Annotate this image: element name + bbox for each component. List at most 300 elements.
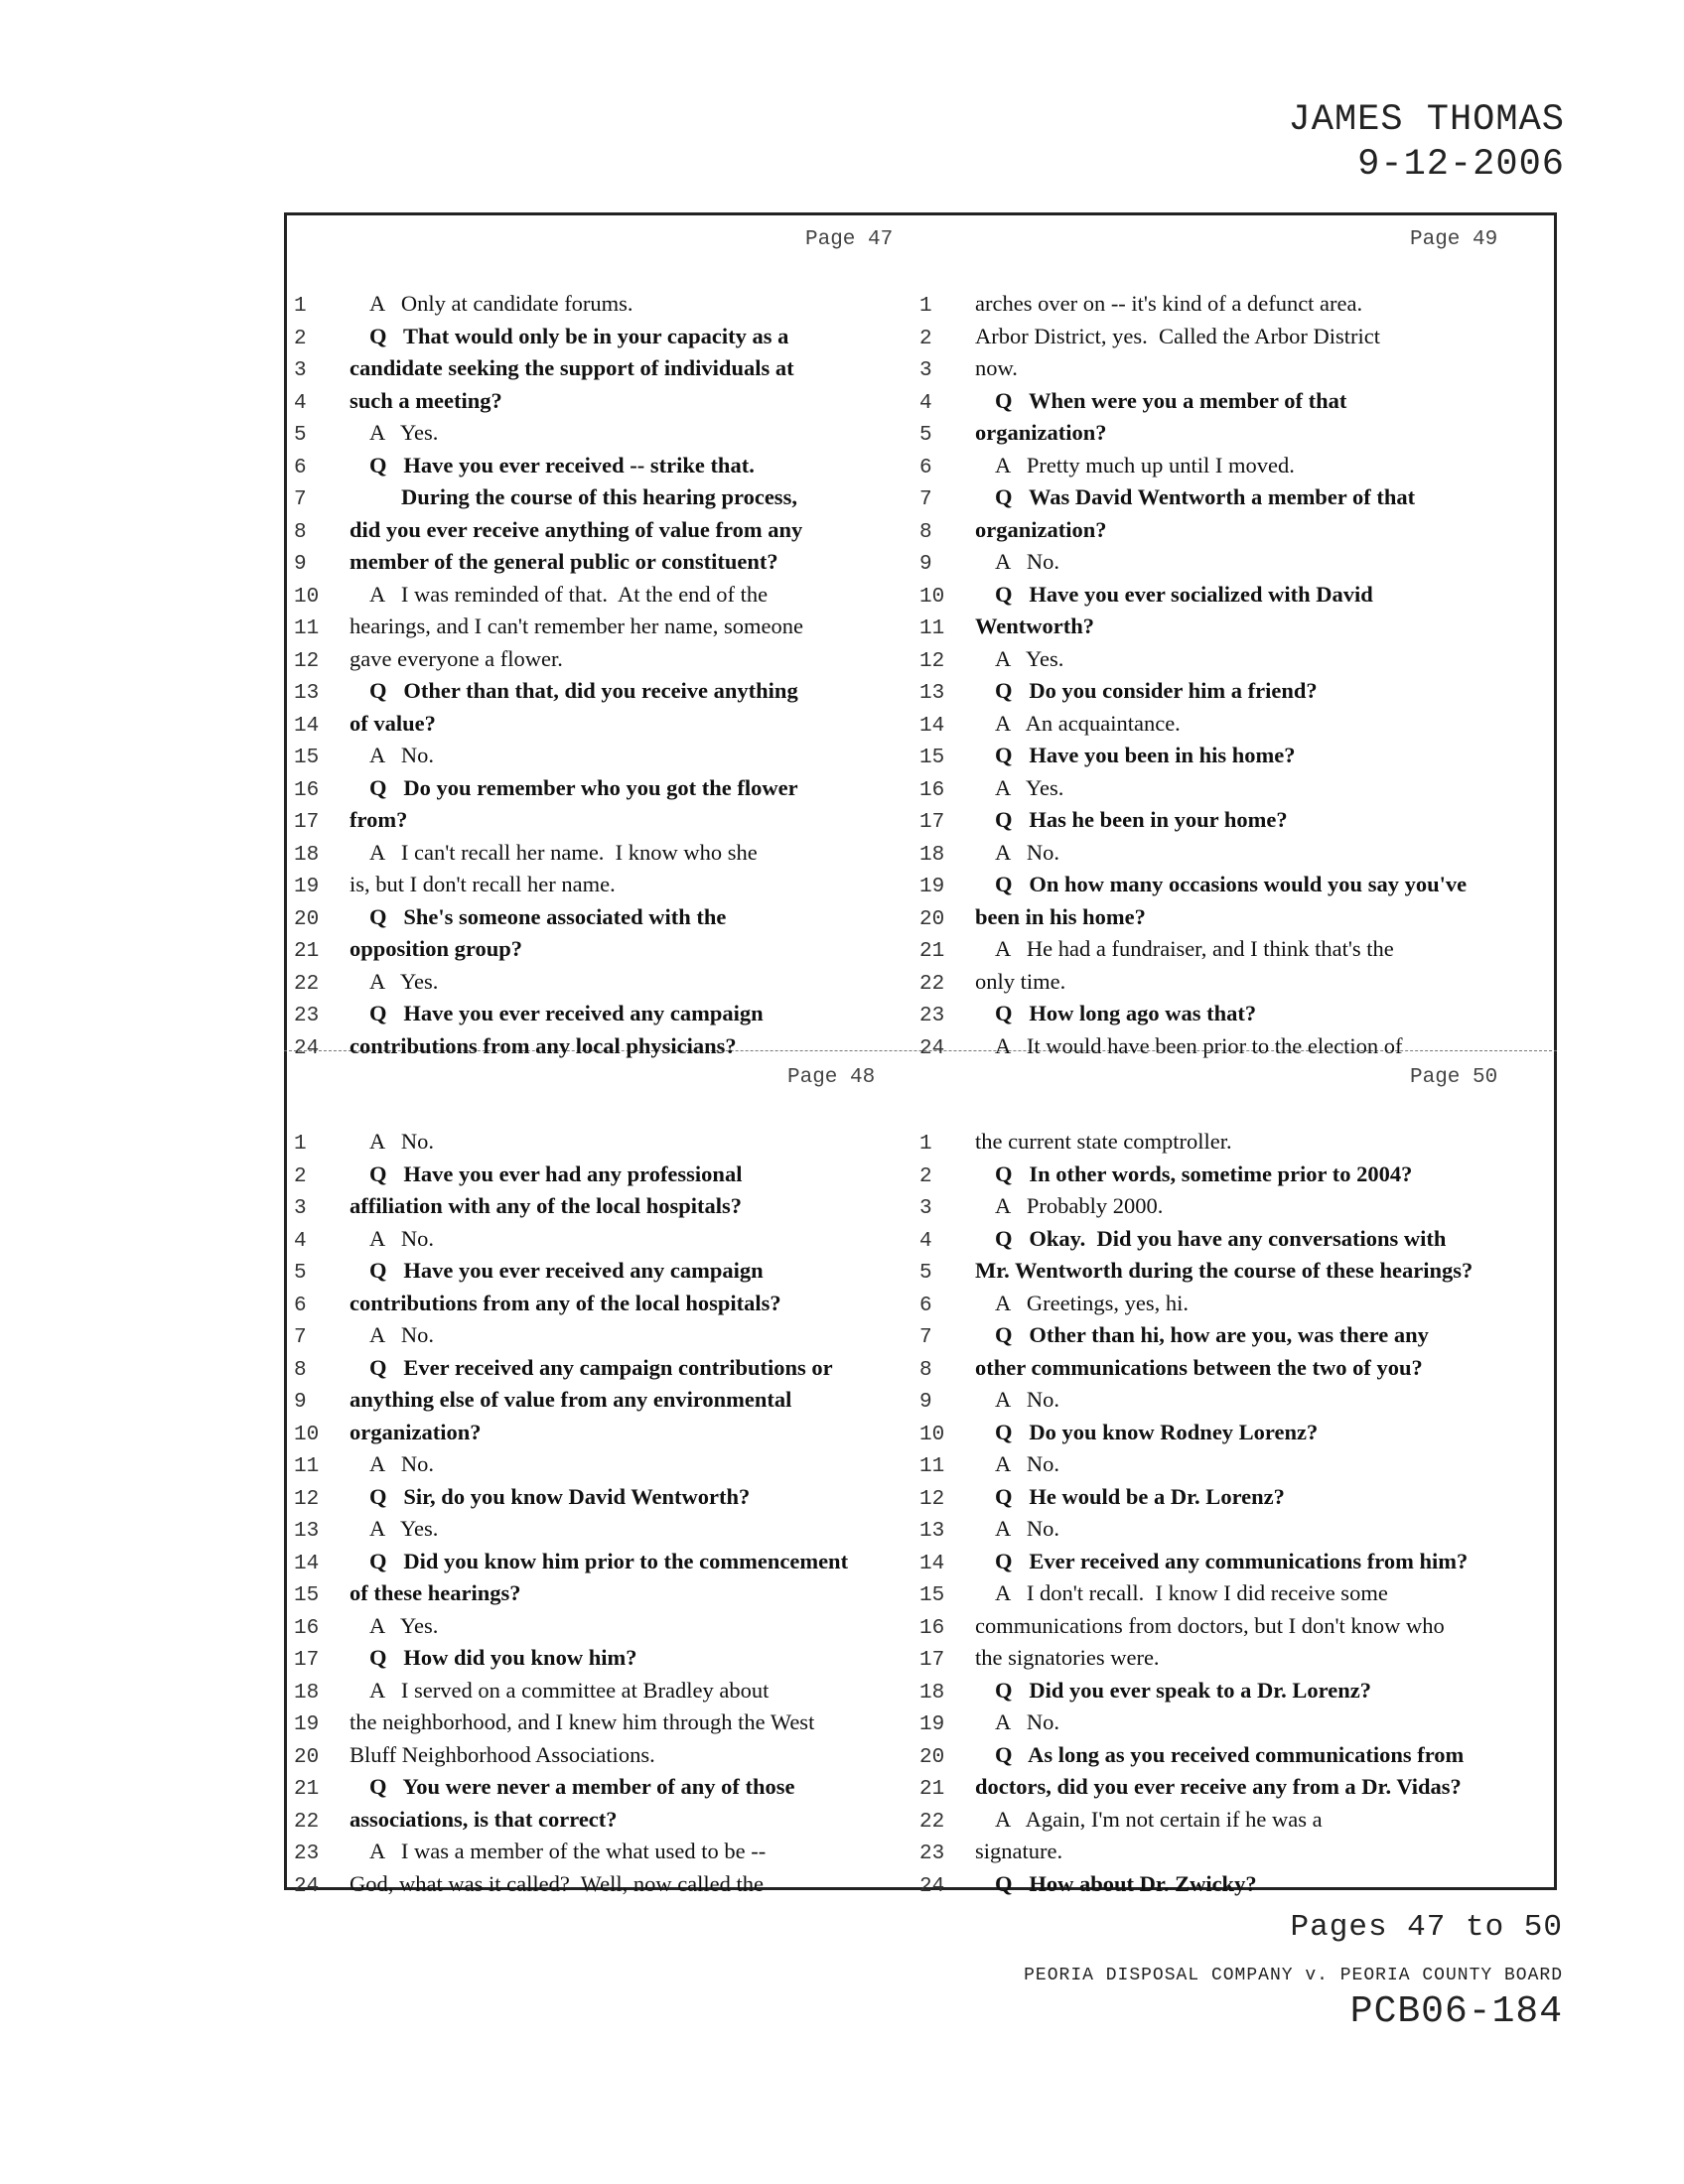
transcript-line (294, 1352, 925, 1385)
answer-text: A Greetings, yes, hi. (995, 1290, 1189, 1315)
line-number: 2 (919, 1164, 932, 1188)
case-number: PCB06-184 (1349, 1990, 1563, 2033)
question-text: Q Do you consider him a friend? (995, 678, 1318, 703)
line-number: 11 (294, 617, 320, 640)
line-number: 24 (294, 1874, 320, 1898)
line-number: 10 (919, 585, 945, 609)
line-number: 12 (294, 649, 320, 673)
answer-text: A Yes. (369, 968, 439, 994)
answer-text: A Yes. (369, 420, 439, 445)
transcript-line (919, 481, 1551, 514)
answer-text: A I don't recall. I know I did receive some (995, 1580, 1388, 1605)
transcript-line (919, 708, 1551, 741)
line-number: 24 (919, 1874, 945, 1898)
transcript-line (294, 643, 925, 676)
question-text: member of the general public or constituent? (350, 549, 778, 574)
line-number: 15 (294, 747, 320, 769)
question-text: Q On how many occasions would you say you've (995, 872, 1468, 896)
line-number: 7 (294, 488, 307, 511)
transcript-line (919, 1417, 1551, 1449)
answer-text: A Probably 2000. (995, 1193, 1164, 1218)
transcript-line (919, 1706, 1551, 1739)
line-number: 23 (294, 1843, 320, 1865)
transcript-line (919, 837, 1551, 870)
transcript-line (294, 481, 925, 514)
transcript-line (919, 1836, 1551, 1868)
line-number: 24 (919, 1036, 945, 1060)
line-number: 16 (294, 778, 320, 802)
transcript-line (294, 611, 925, 643)
transcript-line (919, 1384, 1551, 1417)
question-text: organization? (350, 1419, 482, 1444)
transcript-line (294, 321, 925, 353)
question-text: Q He would be a Dr. Lorenz? (995, 1483, 1285, 1509)
line-number: 3 (294, 359, 307, 382)
line-number: 22 (919, 1810, 945, 1834)
line-number: 21 (294, 1778, 320, 1801)
line-number: 6 (294, 456, 307, 479)
transcript-line (294, 1771, 925, 1804)
question-text: Q How about Dr. Zwicky? (995, 1870, 1257, 1896)
transcript-line (919, 869, 1551, 901)
answer-text: arches over on -- it's kind of a defunct area. (975, 291, 1363, 316)
transcript-line (919, 1868, 1551, 1901)
line-number: 18 (294, 843, 320, 867)
line-number: 14 (919, 714, 945, 738)
question-text: Q Do you remember who you got the flower (369, 774, 798, 800)
transcript-line (919, 1030, 1551, 1063)
question-text: of these hearings? (350, 1580, 521, 1605)
transcript-line (294, 1255, 925, 1288)
deposition-date: 9-12-2006 (1357, 144, 1565, 186)
answer-text: signature. (975, 1839, 1063, 1863)
line-number: 17 (294, 811, 320, 834)
transcript-line (919, 1675, 1551, 1707)
transcript-line (919, 643, 1551, 676)
answer-text: the signatories were. (975, 1645, 1160, 1670)
line-number: 20 (294, 907, 320, 931)
question-text: Mr. Wentworth during the course of these hearings? (975, 1258, 1474, 1283)
transcript-line (294, 1739, 925, 1772)
line-number: 15 (919, 1584, 945, 1607)
transcript-line (919, 514, 1551, 547)
question-text: Q Have you ever received -- strike that. (369, 452, 755, 478)
transcript-line (919, 417, 1551, 450)
line-number: 16 (294, 1616, 320, 1640)
answer-text: Arbor District, yes. Called the Arbor District (975, 323, 1381, 348)
transcript-line (919, 579, 1551, 612)
answer-text: A No. (995, 549, 1060, 574)
question-text: Wentworth? (975, 614, 1094, 638)
line-number: 22 (294, 972, 320, 996)
line-number: 13 (294, 1520, 320, 1543)
transcript-line (294, 1836, 925, 1868)
transcript-line (294, 579, 925, 612)
line-number: 15 (294, 1584, 320, 1607)
transcript-lines (294, 1126, 925, 1900)
transcript-line (294, 869, 925, 901)
transcript-line (294, 1610, 925, 1643)
transcript-line (294, 1481, 925, 1514)
answer-text: A No. (369, 1322, 435, 1347)
answer-text: A Again, I'm not certain if he was a (995, 1806, 1323, 1832)
line-number: 23 (919, 1005, 945, 1027)
question-text: Q Have you ever received any campaign (369, 1258, 764, 1283)
line-number: 14 (294, 1552, 320, 1575)
line-number: 2 (294, 327, 307, 350)
transcript-line (919, 1481, 1551, 1514)
answer-text: A No. (369, 1451, 435, 1476)
line-number: 13 (919, 682, 945, 705)
question-text: did you ever receive anything of value from any (350, 516, 803, 542)
question-text: from? (350, 807, 408, 832)
question-text: Q Other than that, did you receive anything (369, 678, 798, 703)
line-number: 18 (919, 843, 945, 867)
answer-text: A Pretty much up until I moved. (995, 452, 1295, 478)
question-text: Q How did you know him? (369, 1645, 637, 1670)
transcript-line (294, 772, 925, 805)
line-number: 7 (919, 488, 932, 511)
question-text: such a meeting? (350, 387, 502, 413)
question-text: of value? (350, 710, 436, 736)
transcript-line (919, 740, 1551, 772)
transcript-line (294, 1675, 925, 1707)
line-number: 14 (294, 714, 320, 738)
question-text: Q When were you a member of that (995, 387, 1347, 413)
line-number: 16 (919, 1616, 945, 1640)
line-number: 21 (294, 940, 320, 963)
transcript-line (294, 1417, 925, 1449)
line-number: 4 (294, 1229, 307, 1253)
transcript-line (919, 1352, 1551, 1385)
transcript-line (294, 1448, 925, 1481)
line-number: 8 (294, 520, 307, 544)
line-number: 2 (919, 327, 932, 350)
question-text: Q In other words, sometime prior to 2004? (995, 1160, 1413, 1186)
line-number: 10 (294, 1423, 320, 1446)
line-number: 6 (919, 1294, 932, 1317)
question-text: Q As long as you received communications from (995, 1741, 1465, 1767)
line-number: 17 (294, 1649, 320, 1672)
question-text: Q She's someone associated with the (369, 903, 727, 929)
page-title: Page 48 (787, 1066, 876, 1089)
line-number: 8 (919, 520, 932, 544)
question-text: Q Okay. Did you have any conversations with (995, 1225, 1447, 1251)
transcript-line (294, 1319, 925, 1352)
line-number: 3 (294, 1197, 307, 1220)
line-number: 1 (919, 1133, 932, 1156)
question-text: Q That would only be in your capacity as a (369, 323, 789, 348)
transcript-line (294, 1868, 925, 1901)
transcript-line (919, 901, 1551, 934)
transcript-line (919, 1223, 1551, 1256)
transcript-line (294, 837, 925, 870)
question-text: Q Have you ever had any professional (369, 1160, 743, 1186)
transcript-line (919, 1159, 1551, 1191)
line-number: 12 (919, 1487, 945, 1511)
question-text: organization? (975, 516, 1107, 542)
transcript-line (919, 352, 1551, 385)
line-number: 22 (294, 1810, 320, 1834)
line-number: 20 (919, 907, 945, 931)
line-number: 12 (919, 649, 945, 673)
transcript-line (919, 450, 1551, 482)
transcript-line (294, 1513, 925, 1546)
line-number: 1 (294, 295, 307, 318)
answer-text: A He had a fundraiser, and I think that's the (995, 936, 1394, 961)
answer-text: A No. (995, 1709, 1060, 1734)
answer-text: only time. (975, 968, 1066, 994)
answer-text: the neighborhood, and I knew him through the West (350, 1709, 815, 1734)
line-number: 10 (294, 585, 320, 609)
line-number: 5 (919, 1262, 932, 1285)
line-number: 7 (919, 1326, 932, 1349)
question-text: Q Do you know Rodney Lorenz? (995, 1419, 1319, 1444)
transcript-line (294, 352, 925, 385)
line-number: 2 (294, 1164, 307, 1188)
transcript-lines (919, 1126, 1551, 1900)
answer-text: A Yes. (995, 645, 1064, 671)
line-number: 8 (919, 1358, 932, 1382)
line-number: 1 (294, 1133, 307, 1156)
page-title: Page 50 (1410, 1066, 1498, 1089)
line-number: 20 (294, 1745, 320, 1769)
transcript-lines (294, 288, 925, 1062)
answer-text: Bluff Neighborhood Associations. (350, 1741, 655, 1767)
transcript-line (294, 1577, 925, 1610)
line-number: 10 (919, 1423, 945, 1446)
pages-range: Pages 47 to 50 (1290, 1910, 1563, 1945)
answer-text: A Yes. (369, 1516, 439, 1541)
answer-text: hearings, and I can't remember her name, someone (350, 614, 803, 638)
transcript-line (919, 1546, 1551, 1578)
transcript-line (294, 1030, 925, 1063)
answer-text: A I was a member of the what used to be -- (369, 1839, 767, 1863)
question-text: Q Did you ever speak to a Dr. Lorenz? (995, 1677, 1371, 1703)
answer-text: God, what was it called? Well, now called the (350, 1870, 765, 1896)
transcript-line (294, 675, 925, 708)
answer-text: A Yes. (995, 774, 1064, 800)
transcript-line (294, 450, 925, 482)
line-number: 4 (919, 1229, 932, 1253)
line-number: 15 (919, 747, 945, 769)
question-text: Q Have you been in his home? (995, 743, 1296, 767)
witness-name: JAMES THOMAS (1288, 99, 1565, 141)
line-number: 9 (294, 1391, 307, 1414)
line-number: 3 (919, 1197, 932, 1220)
line-number: 21 (919, 940, 945, 963)
question-text: Q Have you ever socialized with David (995, 581, 1373, 607)
transcript-line (294, 1546, 925, 1578)
line-number: 7 (294, 1326, 307, 1349)
page-title: Page 47 (805, 228, 894, 251)
transcript-line (919, 611, 1551, 643)
transcript-line (294, 1384, 925, 1417)
answer-text: A No. (369, 743, 435, 767)
line-number: 13 (919, 1520, 945, 1543)
transcript-line (919, 1771, 1551, 1804)
question-text: organization? (975, 420, 1107, 445)
answer-text: A I served on a committee at Bradley about (369, 1677, 770, 1703)
transcript-line (919, 288, 1551, 321)
transcript-line (294, 933, 925, 966)
transcript-line (919, 933, 1551, 966)
transcript-line (294, 288, 925, 321)
transcript-line (919, 321, 1551, 353)
line-number: 20 (919, 1745, 945, 1769)
answer-text: communications from doctors, but I don't know who (975, 1612, 1445, 1638)
transcript-line (919, 1255, 1551, 1288)
line-number: 5 (294, 1262, 307, 1285)
answer-text: A No. (995, 839, 1060, 865)
question-text: other communications between the two of you? (975, 1354, 1423, 1380)
transcript-line (919, 1190, 1551, 1223)
answer-text: A I can't recall her name. I know who she (369, 839, 758, 865)
transcript-line (294, 1804, 925, 1837)
line-number: 17 (919, 811, 945, 834)
page-title: Page 49 (1410, 228, 1498, 251)
case-title: PEORIA DISPOSAL COMPANY v. PEORIA COUNTY BOARD (1024, 1966, 1563, 1985)
line-number: 1 (919, 295, 932, 318)
transcript-line (294, 1223, 925, 1256)
line-number: 22 (919, 972, 945, 996)
answer-text: A It would have been prior to the election of (995, 1032, 1403, 1058)
transcript-line (294, 708, 925, 741)
question-text: Q Other than hi, how are you, was there any (995, 1322, 1429, 1347)
line-number: 4 (919, 391, 932, 415)
answer-text: A No. (369, 1129, 435, 1154)
line-number: 19 (294, 1713, 320, 1736)
transcript-line (294, 998, 925, 1030)
line-number: 18 (919, 1681, 945, 1705)
question-text: Q Ever received any campaign contributions or (369, 1354, 833, 1380)
question-text: contributions from any local physicians? (350, 1032, 737, 1058)
question-text: Q Ever received any communications from him? (995, 1548, 1469, 1573)
transcript-line (294, 546, 925, 579)
answer-text: A No. (995, 1387, 1060, 1412)
transcript-line (919, 1610, 1551, 1643)
answer-text: A No. (995, 1516, 1060, 1541)
question-text: Q You were never a member of any of those (369, 1774, 795, 1799)
transcript-line (919, 772, 1551, 805)
line-number: 4 (294, 391, 307, 415)
transcript-line (919, 1319, 1551, 1352)
line-number: 23 (919, 1843, 945, 1865)
line-number: 13 (294, 682, 320, 705)
transcript-line (919, 1577, 1551, 1610)
transcript-line (294, 1126, 925, 1159)
line-number: 9 (294, 553, 307, 576)
transcript-line (294, 966, 925, 999)
line-number: 24 (294, 1036, 320, 1060)
transcript-line (294, 1706, 925, 1739)
answer-text: A Only at candidate forums. (369, 291, 633, 316)
question-text: Q Did you know him prior to the commencement (369, 1548, 849, 1573)
line-number: 6 (919, 456, 932, 479)
line-number: 18 (294, 1681, 320, 1705)
transcript-line (919, 385, 1551, 418)
line-number: 6 (294, 1294, 307, 1317)
transcript-line (919, 1288, 1551, 1320)
line-number: 11 (919, 617, 945, 640)
question-text: Q Have you ever received any campaign (369, 1001, 764, 1025)
transcript-line (294, 1159, 925, 1191)
line-number: 8 (294, 1358, 307, 1382)
transcript-line (919, 675, 1551, 708)
transcript-line (919, 1739, 1551, 1772)
transcript-line (919, 804, 1551, 837)
transcript-line (294, 804, 925, 837)
answer-text: A Yes. (369, 1612, 439, 1638)
line-number: 5 (294, 424, 307, 447)
transcript-line (919, 998, 1551, 1030)
transcript-line (919, 1513, 1551, 1546)
transcript-line (294, 901, 925, 934)
question-text: Q Was David Wentworth a member of that (995, 484, 1416, 509)
transcript-line (294, 1288, 925, 1320)
transcript-line (294, 1190, 925, 1223)
question-text: contributions from any of the local hospitals? (350, 1290, 781, 1315)
transcript-lines (919, 288, 1551, 1062)
line-number: 9 (919, 553, 932, 576)
line-number: 21 (919, 1778, 945, 1801)
question-text: Q How long ago was that? (995, 1001, 1257, 1025)
transcript-line (919, 966, 1551, 999)
answer-text: gave everyone a flower. (350, 645, 563, 671)
line-number: 5 (919, 424, 932, 447)
transcript-line (294, 417, 925, 450)
transcript-line (294, 740, 925, 772)
line-number: 19 (919, 1713, 945, 1736)
line-number: 14 (919, 1552, 945, 1575)
question-text: anything else of value from any environmental (350, 1387, 792, 1412)
line-number: 19 (294, 876, 320, 898)
transcript-line (919, 546, 1551, 579)
answer-text: A An acquaintance. (995, 710, 1181, 736)
line-number: 12 (294, 1487, 320, 1511)
transcript-line (919, 1448, 1551, 1481)
line-number: 3 (919, 359, 932, 382)
question-text: associations, is that correct? (350, 1806, 618, 1832)
answer-text: is, but I don't recall her name. (350, 872, 616, 896)
transcript-line (294, 1642, 925, 1675)
answer-text: A I was reminded of that. At the end of the (369, 581, 769, 607)
answer-text: A No. (995, 1451, 1060, 1476)
answer-text: now. (975, 355, 1018, 380)
line-number: 19 (919, 876, 945, 898)
line-number: 9 (919, 1391, 932, 1414)
line-number: 23 (294, 1005, 320, 1027)
question-text: candidate seeking the support of individuals at (350, 355, 794, 380)
question-text: Q Sir, do you know David Wentworth? (369, 1483, 751, 1509)
transcript-line (294, 514, 925, 547)
line-number: 17 (919, 1649, 945, 1672)
question-text: doctors, did you ever receive any from a Dr. Vidas? (975, 1774, 1462, 1799)
line-number: 11 (919, 1455, 945, 1478)
question-text: During the course of this hearing process, (401, 484, 797, 509)
transcript-line (919, 1804, 1551, 1837)
question-text: Q Has he been in your home? (995, 807, 1288, 832)
line-number: 11 (294, 1455, 320, 1478)
question-text: opposition group? (350, 936, 523, 961)
question-text: affiliation with any of the local hospitals? (350, 1193, 743, 1218)
transcript-line (294, 385, 925, 418)
question-text: been in his home? (975, 903, 1146, 929)
answer-text: A No. (369, 1225, 435, 1251)
transcript-line (919, 1642, 1551, 1675)
line-number: 16 (919, 778, 945, 802)
transcript-line (919, 1126, 1551, 1159)
